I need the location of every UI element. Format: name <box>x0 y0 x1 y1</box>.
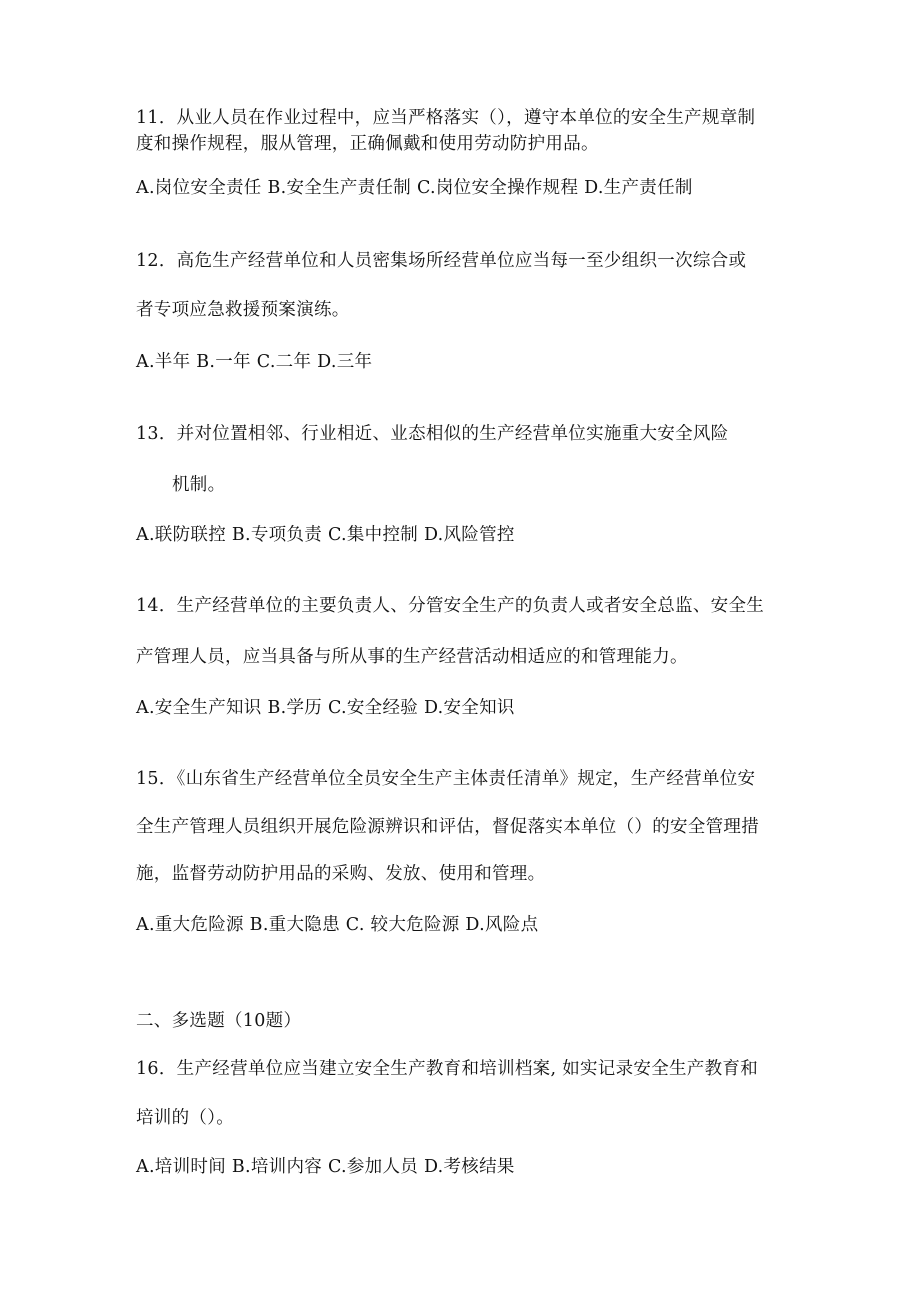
question-11-line-2: 度和操作规程，服从管理，正确佩戴和使用劳动防护用品。 <box>136 134 599 154</box>
section-heading: 二、多选题（10题） <box>136 1011 302 1031</box>
question-16-text-1: ．生产经营单位应当建立安全生产教育和培训档案, 如实记录安全生产教育和 <box>158 1059 758 1079</box>
question-15-line-1 <box>136 767 796 791</box>
question-11-line-1 <box>136 106 796 130</box>
question-16-line-2: 培训的（）。 <box>136 1108 235 1128</box>
question-15-line-3: 施，监督劳动防护用品的采购、发放、使用和管理。 <box>136 864 546 884</box>
question-13-line-1 <box>136 422 796 446</box>
question-14-text-1: ．生产经营单位的主要负责人、分管安全生产的负责人或者安全总监、安全生 <box>158 596 765 616</box>
question-14-options: A.安全生产知识 B.学历 C.安全经验 D.安全知识 <box>136 698 515 718</box>
question-12-number: 12 <box>136 251 159 271</box>
question-12-text-1: ．高危生产经营单位和人员密集场所经营单位应当每一至少组织一次综合或 <box>158 251 747 271</box>
question-14-line-1 <box>136 594 796 618</box>
question-14-number: 14 <box>136 596 159 616</box>
question-11-text-1: ．从业人员在作业过程中，应当严格落实（），遵守本单位的安全生产规章制 <box>158 108 756 128</box>
question-12-options: A.半年 B.一年 C.二年 D.三年 <box>136 352 373 372</box>
question-13-number: 13 <box>136 424 159 444</box>
question-16-number: 16 <box>136 1059 159 1079</box>
question-12-line-2: 者专项应急救援预案演练。 <box>136 300 350 320</box>
question-13-options: A.联防联控 B.专项负责 C.集中控制 D.风险管控 <box>136 525 515 545</box>
question-15-text-1: ．《山东省生产经营单位全员安全生产主体责任清单》规定，生产经营单位安 <box>158 769 756 789</box>
question-12-line-1 <box>136 249 796 273</box>
question-11-number: 11 <box>136 108 159 128</box>
question-16-line-1 <box>136 1057 796 1081</box>
question-13-line-2: 机制。 <box>172 475 226 495</box>
question-14-line-2: 产管理人员，应当具备与所从事的生产经营活动相适应的和管理能力。 <box>136 647 688 667</box>
question-11-options: A.岗位安全责任 B.安全生产责任制 C.岗位安全操作规程 D.生产责任制 <box>136 178 693 198</box>
question-13-text-1: ．并对位置相邻、行业相近、业态相似的生产经营单位实施重大安全风险 <box>158 424 729 444</box>
question-15-number: 15 <box>136 769 159 789</box>
question-15-line-2: 全生产管理人员组织开展危险源辨识和评估，督促落实本单位（）的安全管理措 <box>136 817 759 837</box>
question-15-options: A.重大危险源 B.重大隐患 C. 较大危险源 D.风险点 <box>136 915 539 935</box>
question-16-options: A.培训时间 B.培训内容 C.参加人员 D.考核结果 <box>136 1157 515 1177</box>
